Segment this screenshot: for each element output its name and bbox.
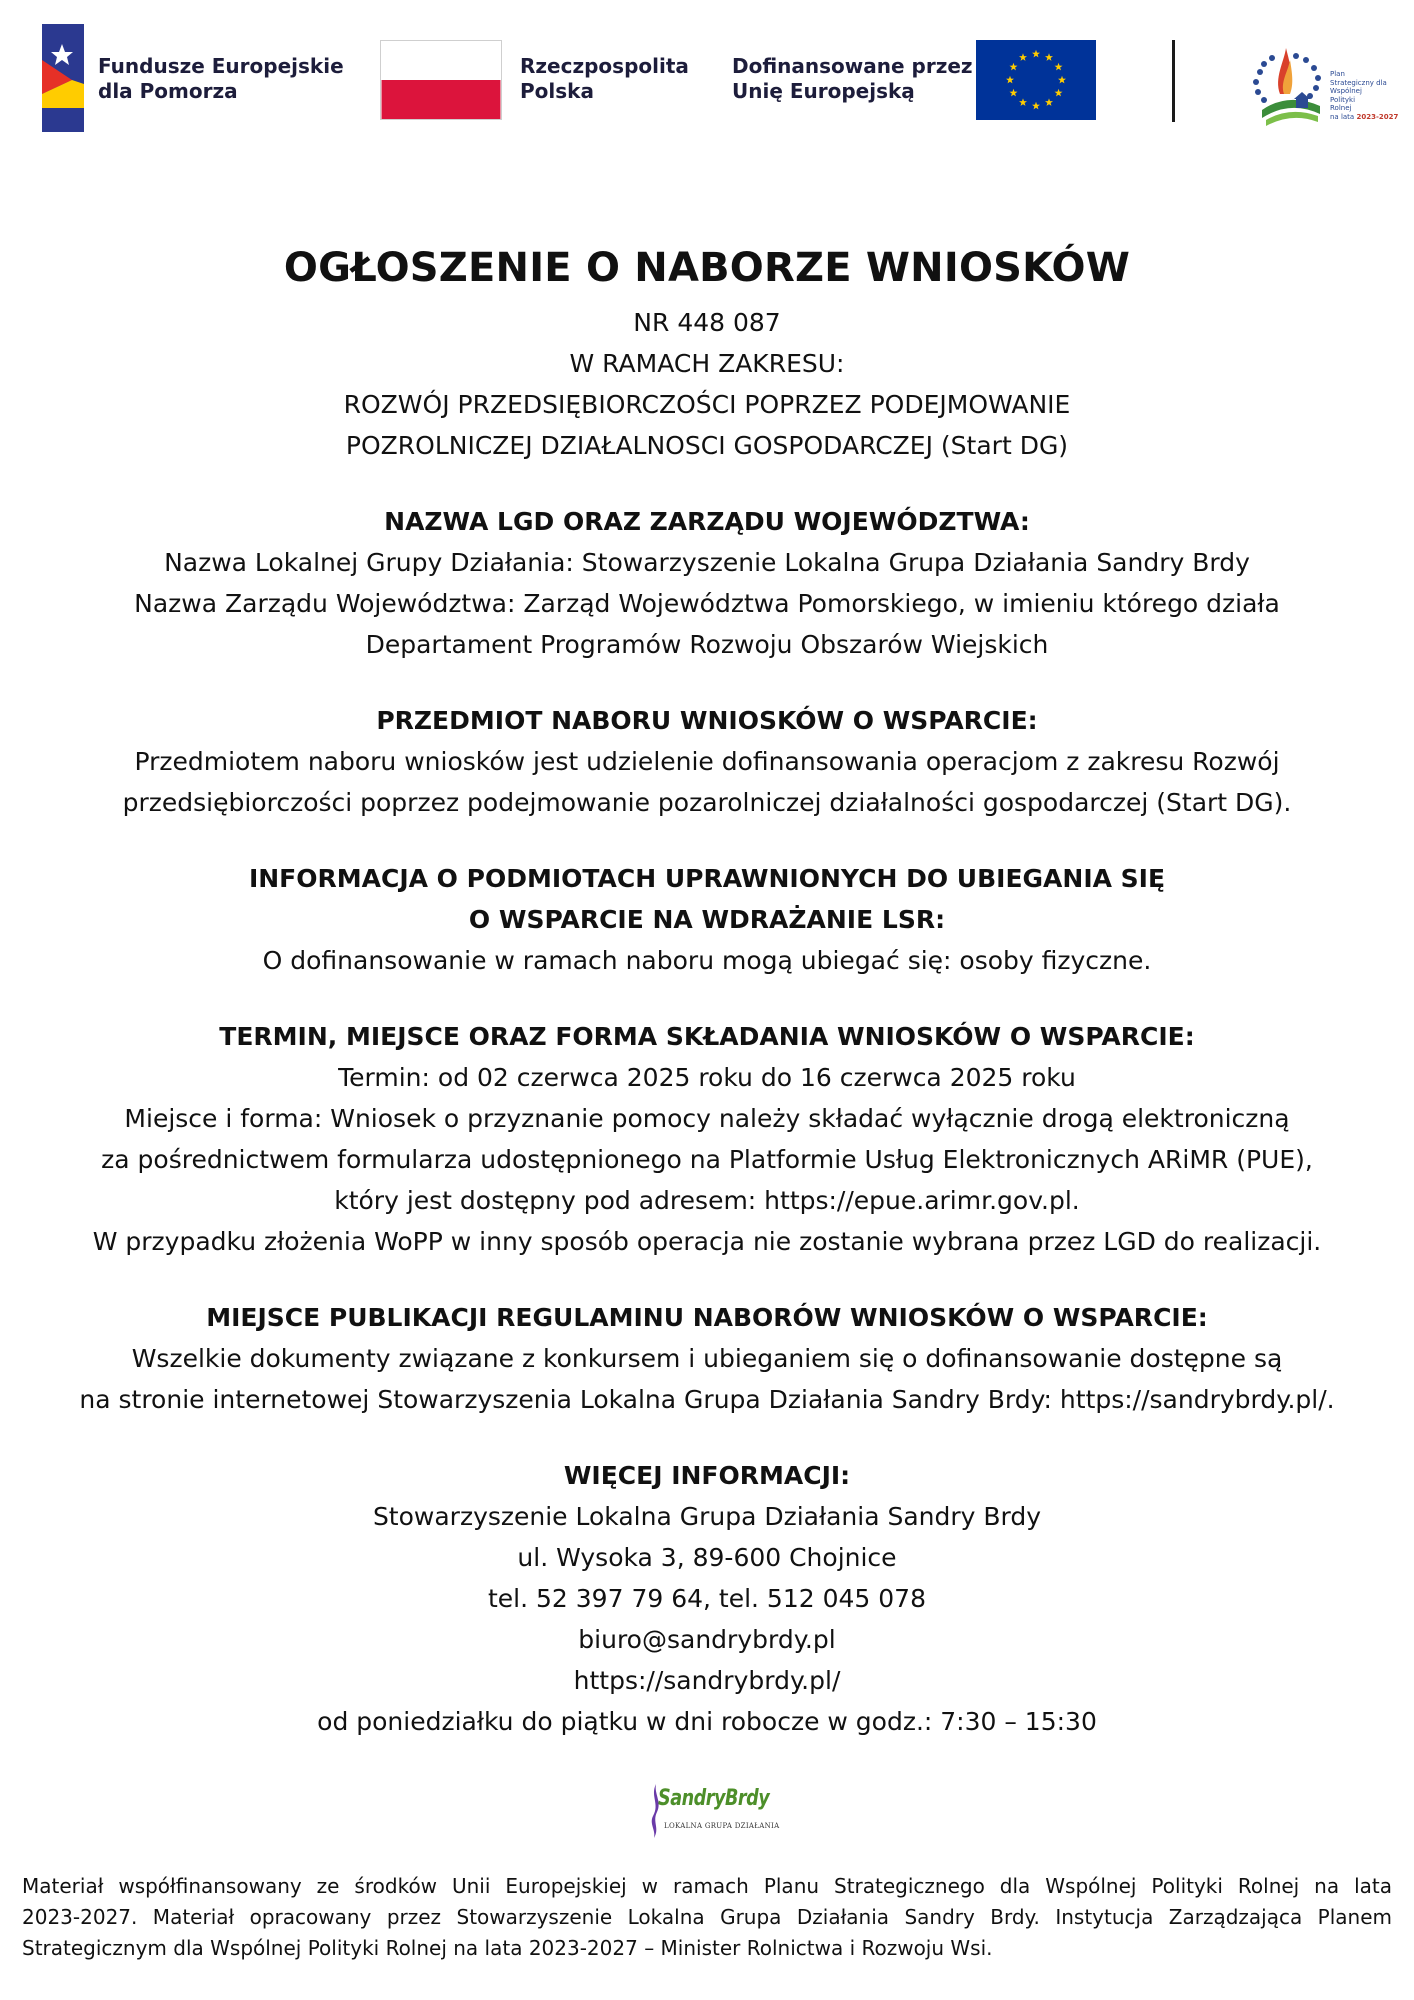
- rules-section: [0, 1297, 1414, 1420]
- fe-line1: Fundusze Europejskie: [98, 54, 344, 78]
- plan-strategiczny-logo: [1250, 42, 1402, 132]
- contact-section: [0, 1455, 1414, 1742]
- eligible-heading-line1: INFORMACJA O PODMIOTACH UPRAWNIONYCH DO UBIEGANIA SIĘ: [248, 864, 1166, 893]
- eligible-heading-line2: O WSPARCIE NA WDRAŻANIE LSR:: [468, 905, 946, 934]
- lgd-heading: NAZWA LGD ORAZ ZARZĄDU WOJEWÓDZTWA:: [384, 507, 1030, 536]
- contact-heading: WIĘCEJ INFORMACJI:: [563, 1461, 851, 1490]
- lgd-line: Nazwa Lokalnej Grupy Działania: Stowarzyszenie Lokalna Grupa Działania Sandry Brdy: [164, 548, 1250, 577]
- subject-line: Przedmiotem naboru wniosków jest udzielenie dofinansowania operacjom z zakresu Rozwój: [134, 747, 1280, 776]
- sandry-brdy-logo: [648, 1782, 780, 1842]
- contact-org: Stowarzyszenie Lokalna Grupa Działania Sandry Brdy: [372, 1502, 1042, 1531]
- eu-line2: Unię Europejską: [732, 79, 915, 103]
- page-title: OGŁOSZENIE O NABORZE WNIOSKÓW: [283, 245, 1131, 291]
- fundusze-europejskie-text: [98, 54, 344, 104]
- ps-line5: Rolnej: [1330, 104, 1352, 112]
- ps-line4: Polityki: [1330, 95, 1356, 104]
- lgd-line: Nazwa Zarządu Województwa: Zarząd Województwa Pomorskiego, w imieniu którego działa: [134, 589, 1280, 618]
- deadline-line: Miejsce i forma: Wniosek o przyznanie pomocy należy składać wyłącznie drogą elektroniczną: [124, 1104, 1290, 1133]
- intro-scope-label: W RAMACH ZAKRESU:: [569, 349, 845, 378]
- deadline-section: [0, 1016, 1414, 1262]
- intro-scope-line1: ROZWÓJ PRZEDSIĘBIORCZOŚCI POPRZEZ PODEJMOWANIE: [343, 390, 1071, 419]
- rules-line: na stronie internetowej Stowarzyszenia Lokalna Grupa Działania Sandry Brdy: https://sandrybrdy.pl/.: [79, 1385, 1335, 1414]
- eligible-section: [0, 858, 1414, 981]
- fundusze-europejskie-mark-icon: [42, 24, 84, 132]
- eligible-line: O dofinansowanie w ramach naboru mogą ubiegać się: osoby fizyczne.: [262, 946, 1152, 975]
- rules-heading: MIEJSCE PUBLIKACJI REGULAMINU NABORÓW WNIOSKÓW O WSPARCIE:: [206, 1303, 1208, 1332]
- subject-section: [0, 700, 1414, 823]
- eu-cofunding-logo: [732, 40, 1100, 122]
- deadline-line: który jest dostępny pod adresem: https://epue.arimr.gov.pl.: [334, 1186, 1080, 1215]
- contact-email: biuro@sandrybrdy.pl: [578, 1625, 836, 1654]
- logo-bar: [0, 0, 1414, 140]
- lgd-section: [0, 501, 1414, 665]
- pl-line1: Rzeczpospolita: [520, 54, 689, 78]
- lgd-line: Departament Programów Rozwoju Obszarów Wiejskich: [365, 630, 1049, 659]
- intro-number: NR 448 087: [633, 308, 781, 337]
- rules-line: Wszelkie dokumenty związane z konkursem i ubieganiem się o dofinansowanie dostępne są: [131, 1344, 1283, 1373]
- plan-strategiczny-text: [1330, 70, 1398, 121]
- sandry-brdy-subtitle: LOKALNA GRUPA DZIAŁANIA: [664, 1822, 780, 1830]
- announcement: [0, 240, 1414, 1742]
- intro-scope-line2: POZROLNICZEJ DZIAŁALNOSCI GOSPODARCZEJ (Start DG): [345, 431, 1069, 460]
- footer-line: 2023-2027. Materiał opracowany przez Stowarzyszenie Lokalna Grupa Działania Sandry Brdy. Instytucja Zarządzająca Planem: [22, 1905, 1392, 1929]
- sandry-brdy-brand: SandryBrdy: [658, 1786, 770, 1811]
- fe-line2: dla Pomorza: [98, 79, 238, 103]
- pl-line2: Polska: [520, 79, 594, 103]
- ps-line6: na lata: [1330, 112, 1355, 121]
- contact-address: ul. Wysoka 3, 89-600 Chojnice: [517, 1543, 897, 1572]
- subject-line: przedsiębiorczości poprzez podejmowanie pozarolniczej działalności gospodarczej (Start DG).: [122, 788, 1292, 817]
- polish-flag-icon: [380, 40, 502, 120]
- deadline-heading: TERMIN, MIEJSCE ORAZ FORMA SKŁADANIA WNIOSKÓW O WSPARCIE:: [219, 1022, 1195, 1051]
- eu-line1: Dofinansowane przez: [732, 54, 973, 78]
- deadline-dates: Termin: od 02 czerwca 2025 roku do 16 czerwca 2025 roku: [338, 1063, 1076, 1092]
- contact-hours: od poniedziałku do piątku w dni robocze w godz.: 7:30 – 15:30: [317, 1707, 1097, 1736]
- footer-line: Materiał współfinansowany ze środków Unii Europejskiej w ramach Planu Strategicznego dla Wspólnej Polityki Rolnej na lata: [22, 1874, 1392, 1898]
- eu-cofunding-text: [732, 54, 973, 104]
- cofunding-footer: [22, 1871, 1392, 1964]
- plan-strategiczny-mark-icon: [1250, 42, 1326, 128]
- eu-flag-icon: [976, 40, 1096, 120]
- rzeczpospolita-logo: [380, 40, 710, 122]
- footer-line: Strategicznym dla Wspólnej Polityki Rolnej na lata 2023-2027 – Minister Rolnictwa i Rozwoju Wsi.: [22, 1936, 993, 1960]
- ps-line2: Strategiczny dla: [1330, 78, 1387, 87]
- ps-line3: Wspólnej: [1330, 87, 1362, 95]
- deadline-line: za pośrednictwem formularza udostępnionego na Platformie Usług Elektronicznych ARiMR (PUE),: [101, 1145, 1313, 1174]
- subject-heading: PRZEDMIOT NABORU WNIOSKÓW O WSPARCIE:: [376, 706, 1038, 735]
- rzeczpospolita-text: [520, 54, 689, 104]
- fundusze-europejskie-logo: [42, 24, 344, 134]
- contact-phone: tel. 52 397 79 64, tel. 512 045 078: [488, 1584, 926, 1613]
- deadline-line: W przypadku złożenia WoPP w inny sposób operacja nie zostanie wybrana przez LGD do realizacji.: [92, 1227, 1322, 1256]
- intro-block: [0, 302, 1414, 466]
- logo-divider: [1172, 40, 1175, 122]
- ps-year: 2023-2027: [1356, 112, 1399, 121]
- ps-line1: Plan: [1330, 70, 1345, 78]
- contact-website: https://sandrybrdy.pl/: [573, 1666, 841, 1695]
